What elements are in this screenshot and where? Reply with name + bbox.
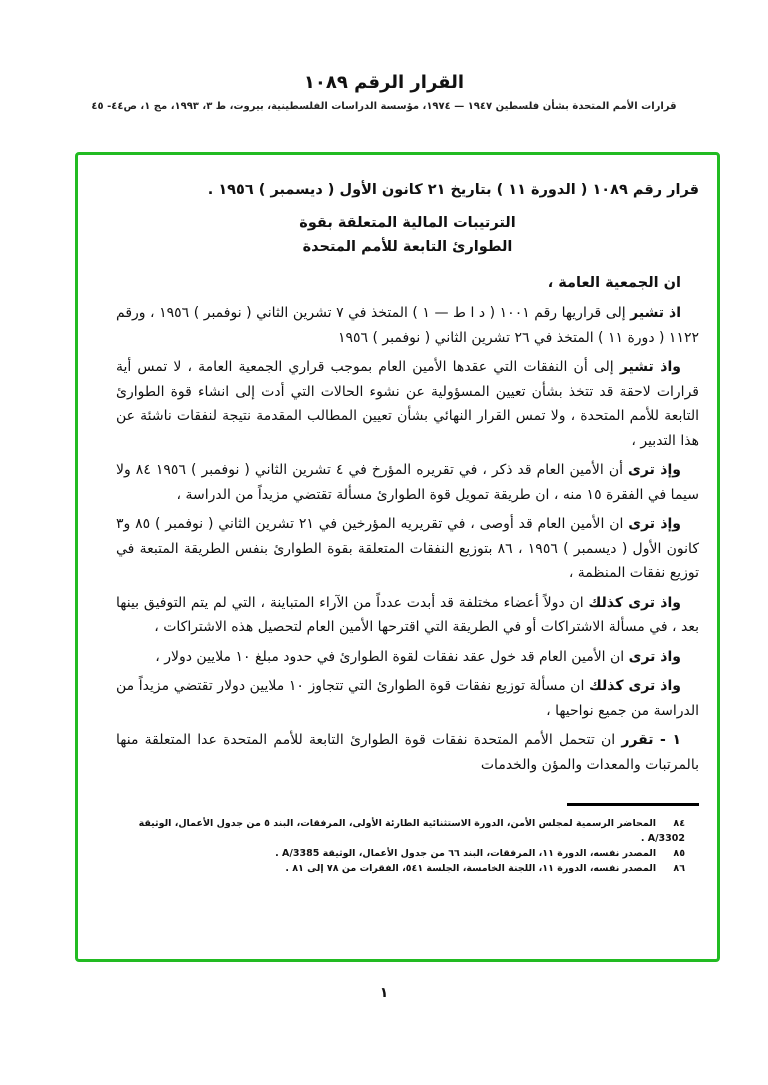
footnote-84-number: ٨٤: [673, 818, 685, 829]
footnote-84-text: المحاضر الرسمية لمجلس الأمن، الدورة الاستثنائية الطارئة الأولى، المرفقات، البند ٥ من جدول الأعمال، الوثيقة A/3302 .: [138, 818, 685, 844]
source-citation-line: قرارات الأمم المتحدة بشأن فلسطين ١٩٤٧ — ١٩٧٤، مؤسسة الدراسات الفلسطينية، بيروت، ط ٣، ١٩٩٣، مج ١، ص٤٤- ٤٥: [91, 101, 677, 112]
resolution-heading-line1: الترتيبات المالية المتعلقة بقوة: [299, 215, 516, 231]
paragraph-7: [116, 674, 699, 723]
footnote-84: [116, 816, 685, 846]
footnote-85: [116, 846, 685, 861]
page-title: القرار الرقم ١٠٨٩: [303, 72, 465, 93]
paragraph-2-text: إلى أن النفقات التي عقدها الأمين العام بموجب قراري الجمعية العامة ، لا تمس أية قرارات لاحقة قد تتخذ بشأن تعيين المسؤولية عن نشوء الحالات التي أدت إلى انشاء قوة الطوارئ التابعة للأمم المتحدة ، ولا تمس القرار النهائي بشأن تعيين المطالب المقدمة نتيجة لنفقات ناشئة عن هذا التدبير ،: [116, 359, 699, 449]
page-number: ١: [379, 985, 389, 1001]
paragraph-3: [116, 458, 699, 507]
page-header: [0, 0, 768, 112]
paragraph-2: [116, 355, 699, 453]
paragraph-6-text: ان الأمين العام قد خول عقد نفقات لقوة الطوارئ في حدود مبلغ ١٠ ملايين دولار ،: [155, 648, 625, 665]
paragraph-5-text: ان دولاً أعضاء مختلفة قد أبدت عدداً من الآراء المتباينة ، التي لم يتم التوفيق بينها بعد ، في مسألة الاشتراكات أو في الطريقة التي اقترحها الأمين العام لتحصيل هذه الاشتراكات ،: [116, 594, 699, 635]
footnote-85-text: المصدر نفسه، الدورة ١١، المرفقات، البند ٦٦ من جدول الأعمال، الوثيقة A/3385 .: [275, 848, 657, 859]
footnote-separator-rule: [567, 803, 699, 806]
paragraph-1-lead: اذ تشير: [630, 305, 682, 321]
paragraph-7-text: ان مسألة توزيع نفقات قوة الطوارئ التي تتجاوز ١٠ ملايين دولار تقتضي مزيداً من الدراسة من جميع نواحيها ،: [116, 678, 699, 719]
footnote-86-number: ٨٦: [673, 863, 685, 874]
paragraph-8-lead: ١ - تقرر: [621, 732, 681, 748]
paragraph-2-lead: واذ تشير: [619, 359, 681, 375]
resolution-intro: قرار رقم ١٠٨٩ ( الدورة ١١ ) بتاريخ ٢١ كانون الأول ( ديسمبر ) ١٩٥٦ .: [207, 182, 699, 198]
paragraph-6-lead: واذ ترى: [628, 648, 681, 665]
resolution-heading-line2: الطوارئ التابعة للأمم المتحدة: [302, 239, 513, 255]
paragraph-1-text: إلى قراريها رقم ١٠٠١ ( د ا ط — ١ ) المتخذ في ٧ تشرين الثاني ( نوفمبر ) ١٩٥٦ ، ورقم ١١٢٢ ( دورة ١١ ) المتخذ في ٢٦ تشرين الثاني ( نوفمبر ) ١٩٥٦: [116, 305, 699, 346]
paragraph-1: [116, 301, 699, 350]
footnote-86: [116, 861, 685, 876]
footnote-separator-wrap: [116, 791, 699, 810]
paragraph-5-lead: واذ ترى كذلك: [588, 594, 681, 611]
paragraph-4-lead: وإذ ترى: [628, 516, 682, 532]
paragraph-5: [116, 591, 699, 640]
paragraph-4-text: ان الأمين العام قد أوصى ، في تقريريه المؤرخين في ٢١ تشرين الثاني ( نوفمبر ) ٨٥ و٣ كانون الأول ( ديسمبر ) ١٩٥٦ ، ٨٦ بتوزيع النفقات المتعلقة بقوة الطوارئ بنفس الطريقة المتبعة في توزيع نفقات المنظمة ،: [116, 516, 699, 581]
footnotes: [116, 816, 699, 876]
paragraph-3-lead: وإذ ترى: [628, 462, 681, 478]
paragraph-3-text: أن الأمين العام قد ذكر ، في تقريره المؤرخ في ٤ تشرين الثاني ( نوفمبر ) ١٩٥٦ ٨٤ ولا سيما في الفقرة ١٥ منه ، ان طريقة تمويل قوة الطوارئ مسألة تقتضي مزيداً من الدراسة ،: [116, 462, 699, 503]
opening-line: ان الجمعية العامة ،: [547, 275, 681, 291]
paragraph-8: [116, 728, 699, 777]
resolution-content-box: [75, 152, 720, 962]
footnote-86-text: المصدر نفسه، الدورة ١١، اللجنة الخامسة، الجلسة ٥٤١، الفقرات من ٧٨ إلى ٨١ .: [285, 863, 657, 874]
footnote-85-number: ٨٥: [673, 848, 685, 859]
paragraph-6: [116, 645, 699, 670]
paragraph-7-lead: واذ ترى كذلك: [588, 678, 681, 694]
paragraph-4: [116, 512, 699, 586]
resolution-heading: [116, 211, 699, 259]
paragraph-8-text: ان تتحمل الأمم المتحدة نفقات قوة الطوارئ التابعة للأمم المتحدة عدا المتعلقة منها بالمرتبات والمعدات والمؤن والخدمات: [116, 732, 699, 773]
